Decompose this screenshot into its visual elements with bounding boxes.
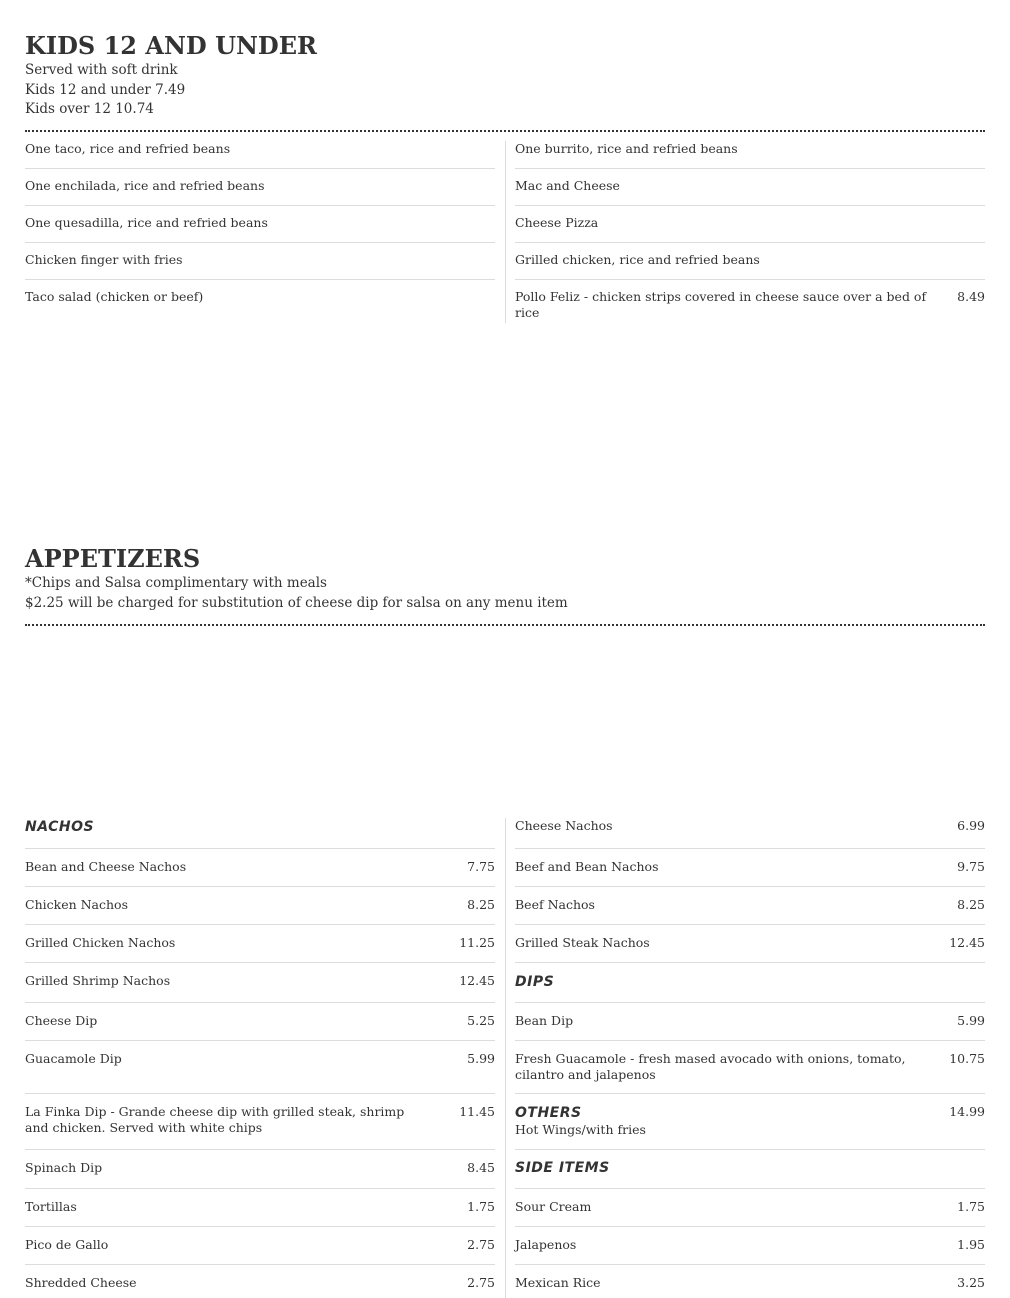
menu-item [25,1002,495,1040]
appetizers-note: *Chips and Salsa complimentary with meals [25,575,327,591]
menu-item-name: Grilled Steak Nachos [515,935,650,950]
menu-item-price: 3.25 [957,1275,985,1290]
menu-item-price: 14.99 [949,1104,985,1119]
column-divider [505,141,506,323]
menu-item [25,168,495,205]
menu-item-price: 1.75 [957,1199,985,1214]
menu-item [515,242,985,279]
menu-item-price: 9.75 [957,859,985,874]
menu-item-name: Beef Nachos [515,897,595,912]
kids-title: KIDS 12 AND UNDER [25,31,317,60]
menu-item [515,1093,985,1149]
menu-item [515,886,985,924]
menu-item-name: Chicken Nachos [25,897,128,912]
menu-item [25,1264,495,1298]
menu-item-price: 5.25 [467,1013,495,1028]
menu-item [25,141,495,168]
menu-item-name: Cheese Pizza [515,215,599,230]
menu-item [25,1040,495,1093]
menu-item-name: One enchilada, rice and refried beans [25,178,265,193]
menu-item-name: La Finka Dip - Grande cheese dip with grilled steak, shrimp and chicken. Served with white chips [25,1104,405,1135]
menu-item-name: Pico de Gallo [25,1237,109,1252]
menu-item [515,168,985,205]
menu-item-price: 8.49 [957,289,985,304]
menu-item [25,205,495,242]
appetizers-menu [25,818,985,1298]
menu-item-name: Spinach Dip [25,1160,103,1175]
menu-item-price: 11.25 [459,935,495,950]
category-row [25,818,495,848]
others-group [515,1104,949,1138]
category-others: OTHERS [515,1105,582,1121]
menu-item-price: 11.45 [459,1104,495,1119]
menu-item [515,1040,985,1093]
menu-item [515,279,985,324]
kids-note: Served with soft drink [25,62,178,78]
menu-item [25,1093,495,1149]
menu-item [515,1002,985,1040]
menu-item-price: 1.95 [957,1237,985,1252]
menu-item [25,848,495,886]
menu-item-name: Mexican Rice [515,1275,601,1290]
appetizers-right-column [515,818,985,1298]
menu-item-name: Fresh Guacamole - fresh mased avocado with onions, tomato, cilantro and jalapenos [515,1051,906,1082]
menu-item [515,205,985,242]
menu-item-name: Jalapenos [515,1237,577,1252]
menu-item-price: 12.45 [949,935,985,950]
menu-item-price: 2.75 [467,1275,495,1290]
menu-item-price: 8.25 [467,897,495,912]
menu-item [25,1149,495,1188]
kids-right-column [515,141,985,324]
menu-item [515,924,985,962]
menu-item-name: Pollo Feliz - chicken strips covered in cheese sauce over a bed of rice [515,289,927,320]
appetizers-title: APPETIZERS [25,544,201,573]
menu-item-price: 5.99 [467,1051,495,1066]
appetizers-left-column [25,818,495,1298]
menu-item-name: Mac and Cheese [515,178,620,193]
menu-item-name: Grilled Shrimp Nachos [25,973,171,988]
menu-item-price: 7.75 [467,859,495,874]
menu-item [515,1226,985,1264]
menu-item-name: Hot Wings/with fries [515,1122,646,1137]
menu-item-price: 10.75 [949,1051,985,1066]
menu-item-name: Grilled chicken, rice and refried beans [515,252,760,267]
appetizers-note: $2.25 will be charged for substitution of cheese dip for salsa on any menu item [25,594,568,611]
menu-item-name: Cheese Dip [25,1013,98,1028]
menu-item [25,886,495,924]
menu-item-price: 8.45 [467,1160,495,1175]
menu-item-price: 6.99 [957,818,985,833]
menu-item-name: One burrito, rice and refried beans [515,141,738,156]
menu-item-name: Chicken finger with fries [25,252,183,267]
menu-item-name: Tortillas [25,1199,77,1214]
menu-item [25,1188,495,1226]
menu-item-name: Grilled Chicken Nachos [25,935,176,950]
kids-note: Kids 12 and under 7.49 [25,81,186,98]
category-side-items: SIDE ITEMS [515,1160,610,1176]
menu-item-name: Cheese Nachos [515,818,613,833]
menu-item [515,1264,985,1298]
category-row [515,962,985,1002]
menu-item-name: One quesadilla, rice and refried beans [25,215,268,230]
kids-left-column [25,141,495,324]
menu-item [515,141,985,168]
kids-section [25,32,985,120]
menu-item-price: 1.75 [467,1199,495,1214]
menu-item-name: Guacamole Dip [25,1051,122,1066]
kids-note: Kids over 12 10.74 [25,101,154,117]
kids-divider [25,130,985,132]
menu-item [25,962,495,1002]
menu-item-name: Sour Cream [515,1199,592,1214]
menu-item-name: One taco, rice and refried beans [25,141,231,156]
category-row [515,1149,985,1188]
menu-item [25,279,495,316]
menu-item [515,848,985,886]
column-divider [505,818,506,1298]
menu-item-price: 8.25 [957,897,985,912]
menu-item-price: 2.75 [467,1237,495,1252]
appetizers-section [25,545,985,613]
appetizers-divider [25,624,985,626]
category-nachos: NACHOS [25,819,95,835]
menu-item [515,1188,985,1226]
kids-menu [25,141,985,324]
menu-item-name: Shredded Cheese [25,1275,137,1290]
menu-item-name: Bean and Cheese Nachos [25,859,187,874]
menu-item [25,1226,495,1264]
menu-item-name: Taco salad (chicken or beef) [25,289,204,304]
menu-item-price: 5.99 [957,1013,985,1028]
menu-item [25,924,495,962]
menu-item [515,818,985,848]
menu-item-price: 12.45 [459,973,495,988]
menu-item [25,242,495,279]
menu-item-name: Beef and Bean Nachos [515,859,659,874]
menu-item-name: Bean Dip [515,1013,574,1028]
category-dips: DIPS [515,974,555,990]
